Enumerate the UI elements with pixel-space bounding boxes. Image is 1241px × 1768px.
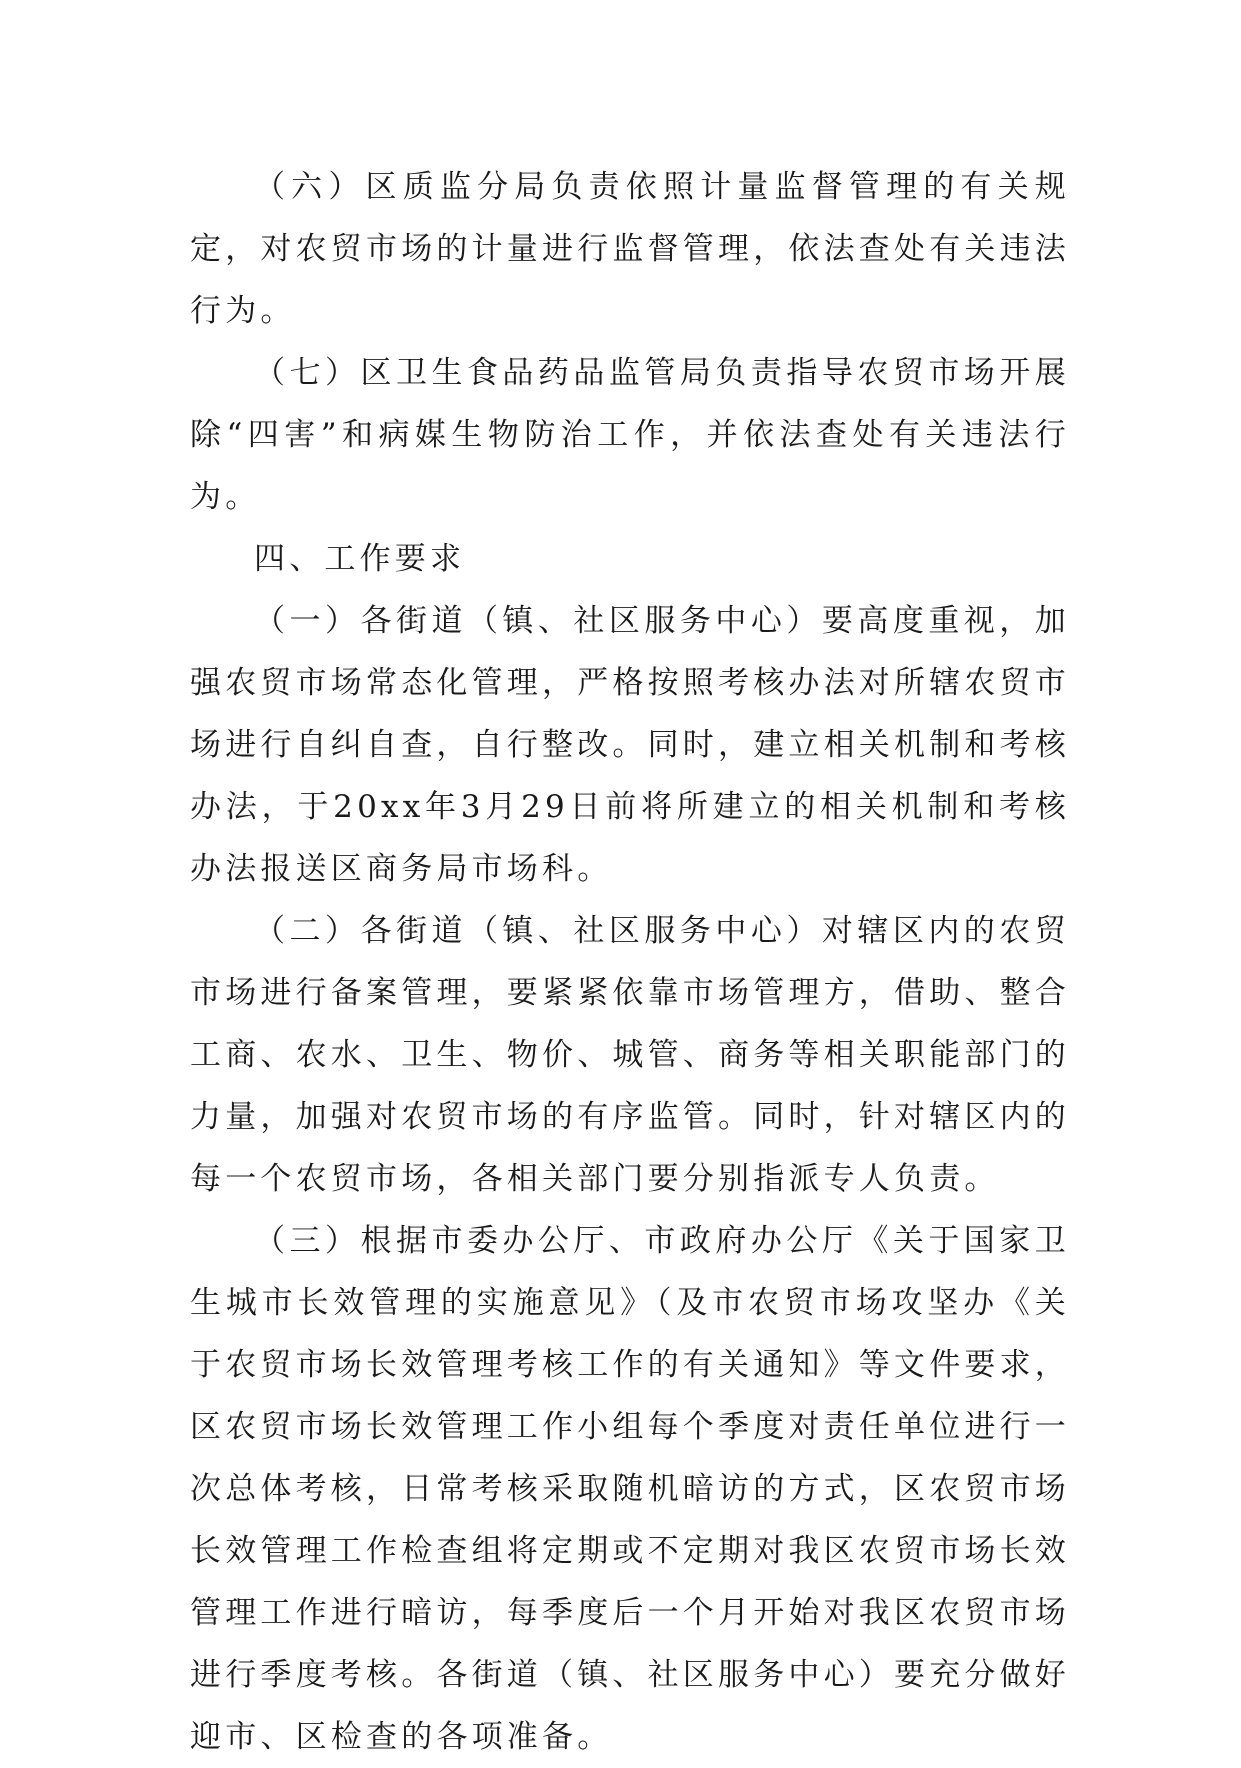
paragraph-requirement-3: （三）根据市委办公厅、市政府办公厅《关于国家卫生城市长效管理的实施意见》（及市农贸市场攻坚办《关于农贸市场长效管理考核工作的有关通知》等文件要求，区农贸市场长效管理工作小组每个季度对责任单位进行一次总体考核，日常考核采取随机暗访的方式，区农贸市场长效管理工作检查组将定期或不定期对我区农贸市场长效管理工作进行暗访，每季度后一个月开始对我区农贸市场进行季度考核。各街道（镇、社区服务中心）要充分做好迎市、区检查的各项准备。: [190, 1223, 1070, 1755]
document-body: [190, 156, 1070, 1768]
paragraph-item-7: （七）区卫生食品药品监管局负责指导农贸市场开展除“四害”和病媒生物防治工作，并依法查处有关违法行为。: [190, 355, 1070, 515]
section-heading-work-requirements: 四、工作要求: [254, 541, 466, 577]
paragraph-item-6: （六）区质监分局负责依照计量监督管理的有关规定，对农贸市场的计量进行监督管理，依法查处有关违法行为。: [190, 169, 1070, 329]
paragraph-requirement-2: （二）各街道（镇、社区服务中心）对辖区内的农贸市场进行备案管理，要紧紧依靠市场管理方，借助、整合工商、农水、卫生、物价、城管、商务等相关职能部门的力量，加强对农贸市场的有序监管。同时，针对辖区内的每一个农贸市场，各相关部门要分别指派专人负责。: [190, 913, 1070, 1197]
paragraph-requirement-1: （一）各街道（镇、社区服务中心）要高度重视，加强农贸市场常态化管理，严格按照考核办法对所辖农贸市场进行自纠自查，自行整改。同时，建立相关机制和考核办法，于20xx年3月29日前将所建立的相关机制和考核办法报送区商务局市场科。: [190, 603, 1070, 887]
